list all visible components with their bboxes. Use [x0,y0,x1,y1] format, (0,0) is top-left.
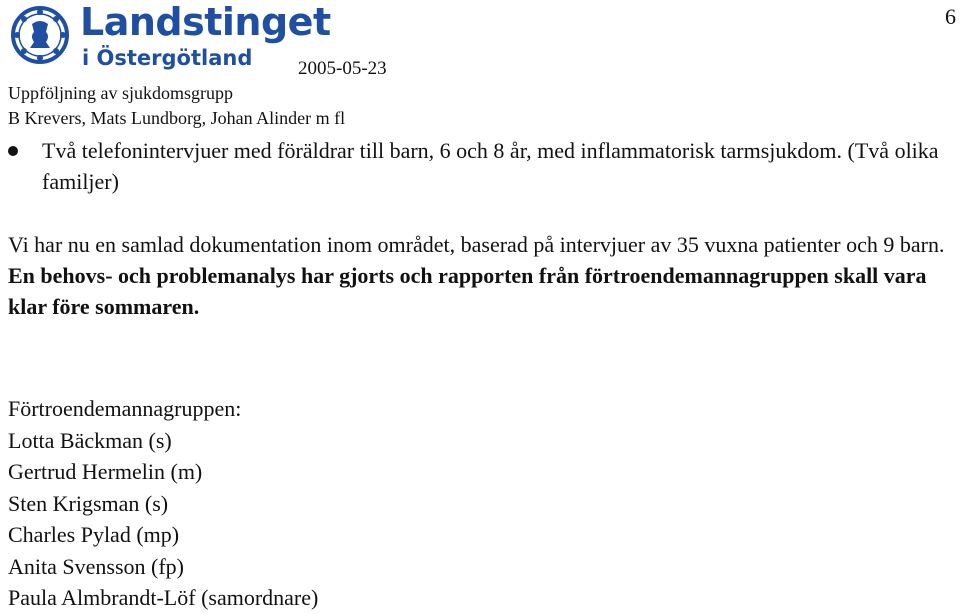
county-seal-icon [6,2,76,72]
summary-paragraph [8,229,958,322]
member-item: Charles Pylad (mp) [8,522,180,547]
landstinget-logo [6,0,331,78]
member-item: Paula Almbrandt-Löf (samordnare) [8,585,319,610]
member-item: Gertrud Hermelin (m) [8,459,203,484]
members-section [8,393,318,614]
document-date: 2005-05-23 [298,58,387,79]
document-authors: B Krevers, Mats Lundborg, Johan Alinder m fl [8,108,346,128]
logo-subtitle: i Östergötland [82,46,253,70]
bullet-text: Två telefonintervjuer med föräldrar till barn, 6 och 8 år, med inflammatorisk tarmsjukdom. (Två olika familjer) [42,138,939,194]
document-title: Uppföljning av sjukdomsgrupp [8,83,233,103]
member-item: Lotta Bäckman (s) [8,427,172,453]
paragraph-bold-text: En behovs- och problemanalys har gjorts och rapporten från förtroendemannagruppen skall vara klar före sommaren. [8,263,927,319]
bullet-icon [8,146,18,156]
paragraph-normal-text: Vi har nu en samlad dokumentation inom området, baserad på intervjuer av 35 vuxna patienter och 9 barn. [8,232,945,257]
page-number: 6 [945,4,956,29]
logo-name: Landstinget [80,0,331,44]
members-heading: Förtroendemannagruppen: [8,396,242,421]
member-item: Sten Krigsman (s) [8,490,169,516]
member-item: Anita Svensson (fp) [8,553,184,579]
